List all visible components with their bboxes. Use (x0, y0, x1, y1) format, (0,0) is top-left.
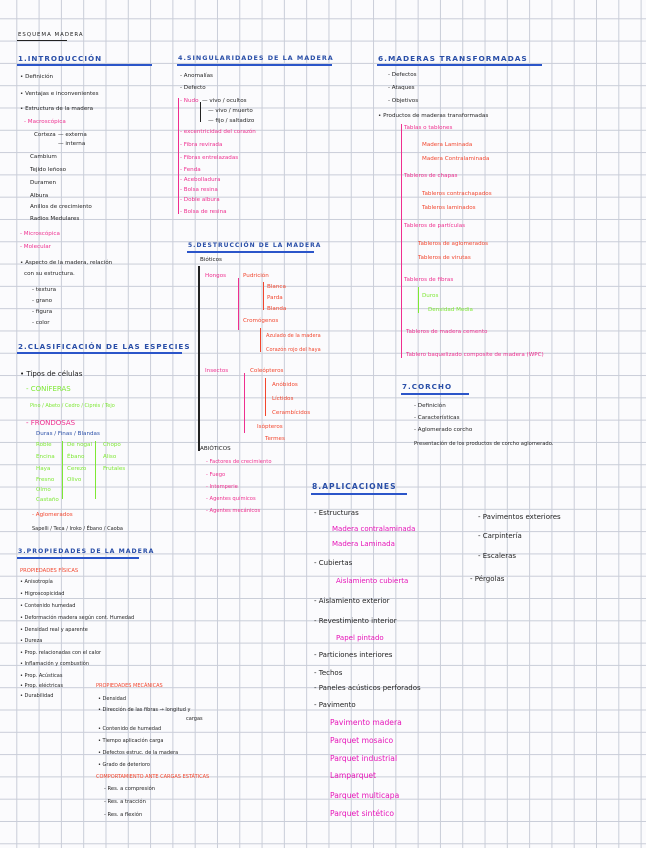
s2-col1: Encina (36, 454, 55, 460)
s3-fisicas-item: • Prop. eléctricas (20, 683, 63, 689)
s1-aspecto: • Aspecto de la madera, relación (20, 260, 113, 266)
s1-externa: — externa (58, 132, 87, 138)
s5-pud-item: Blanda (267, 306, 287, 312)
s3-mecanicas-item: • Defectos estruc. de la madera (98, 750, 179, 756)
s3-fisicas-item: • Deformación madera según cont. Humedad (20, 615, 135, 621)
s2-col2: Olivo (67, 477, 82, 483)
s6-underline (377, 64, 542, 66)
s1-heading: 1.INTRODUCCIÓN (18, 54, 103, 63)
s5-termes: Termes (265, 436, 285, 442)
s2-cols-header: Duras / Finas / Blandas (36, 431, 100, 437)
s3-fisicas-item: • Durabilidad (20, 693, 54, 699)
s6-wpc: Tablero baquelizado composite de madera (WPC) (406, 352, 544, 358)
s8-pavimento: - Pavimento (314, 701, 356, 709)
s8-pav-item: Parquet industrial (330, 754, 398, 763)
s2-col3: Aliso (103, 454, 117, 460)
s2-col1: Haya (36, 466, 51, 472)
s2-col-divider (95, 441, 96, 499)
s5-abio-item: - Intemperie (206, 484, 238, 490)
s5-abio-item: - Agentes químicos (206, 496, 256, 502)
s3-fisicas-item: • Prop. relacionadas con el calor (20, 650, 102, 656)
s4-pink-item: - Fibra revirada (180, 142, 223, 148)
s7-item: - Características (414, 415, 460, 421)
s6-fibras-item: Densidad Media (428, 307, 473, 313)
s3-mecanicas-item: • Grado de deterioro (98, 762, 150, 768)
s1-micro: - Microscópica (20, 231, 60, 237)
s3-heading: 3.PROPIEDADES DE LA MADERA (18, 548, 155, 555)
s2-tipos: • Tipos de células (20, 370, 83, 378)
s7-underline (401, 393, 469, 395)
s3-fisicas-item: • Inflamación y combustión (20, 661, 90, 667)
s5-pud-item: Blanca (267, 284, 286, 290)
s2-col2: De nogal (67, 442, 93, 448)
s1-part: Anillos de crecimiento (30, 204, 92, 210)
s5-pud-item: Parda (267, 295, 283, 301)
s4-pink-item: - Bolsa de resina (180, 209, 227, 215)
s1-part: Radios Medulares (30, 216, 80, 222)
s1-interna: — interna (58, 141, 86, 147)
s8-est-item: Madera Laminada (332, 540, 395, 548)
s6-item: - Ataques (388, 85, 415, 91)
s6-particulas: Tableros de partículas (404, 223, 466, 229)
s6-item: - Objetivos (388, 98, 419, 104)
title-underline (17, 40, 67, 41)
s4-nudo-bracket (200, 102, 201, 122)
s4-item: - Anomalías (180, 73, 213, 79)
s5-pud-bracket (263, 282, 264, 310)
s6-chapas-item: Tableros contrachapados (422, 191, 492, 197)
s6-fibras-item: Duros (422, 293, 439, 299)
s1-aspecto-item: - figura (32, 309, 53, 315)
s5-coleopteros: Coleópteros (250, 368, 284, 374)
s3-comp-item: - Res. a compresión (104, 786, 156, 792)
s3-fisicas-item: • Higroscopicidad (20, 591, 65, 597)
s3-fisicas-item: • Anisotropía (20, 579, 53, 585)
s6-tablas: Tablas o tablones (404, 125, 453, 131)
s2-coniferas-list: Pino / Abeto / Cedro / Ciprés / Tejo (30, 403, 115, 409)
s7-item: Presentación de los productos de corcho aglomerado. (414, 441, 554, 447)
s8-cubiertas: - Cubiertas (314, 559, 353, 567)
s3-mecanicas-item: • Tiempo aplicación carga (98, 738, 164, 744)
s4-pink-item: - Bolsa resina (180, 187, 218, 193)
s2-frondosas: - FRONDOSAS (26, 419, 76, 427)
s3-underline (17, 557, 139, 559)
s3-fisicas-item: • Densidad real y aparente (20, 627, 88, 633)
s5-bioticos: Bióticos (200, 257, 222, 263)
s4-pink-item: - Fibras entrelazadas (180, 155, 239, 161)
s1-aspecto: con su estructura. (24, 271, 75, 277)
s5-isopteros: Isópteros (257, 424, 283, 430)
s8-heading: 8.APLICACIONES (312, 482, 397, 491)
s5-main-bracket (198, 266, 200, 451)
s2-col-divider (62, 441, 63, 499)
s2-col1: Fresno (36, 477, 55, 483)
s6-chapas-item: Tableros laminados (422, 205, 476, 211)
s8-est-item: Madera contralaminada (332, 525, 416, 533)
s6-productos: • Productos de maderas transformadas (378, 113, 489, 119)
s3-mecanicas-item: • Contenido de humedad (98, 726, 162, 732)
s2-col2: Cerezo (67, 466, 87, 472)
s8-underline (311, 493, 407, 495)
s2-col3: Chopo (103, 442, 121, 448)
s1-part: Cambium (30, 154, 57, 160)
s8-right-item: - Pérgolas (470, 575, 505, 583)
s2-coniferas: - CONÍFERAS (26, 385, 71, 393)
s4-pink-item: - Acebolladura (180, 177, 221, 183)
s4-pink-item: - excentricidad del corazón (180, 129, 256, 135)
page-title: ESQUEMA MADERA (18, 32, 84, 38)
s5-abio-item: - Fuego (206, 472, 226, 478)
s6-part-item: Tableros de aglomerados (418, 241, 488, 247)
s3-fisicas: PROPIEDADES FÍSICAS (20, 568, 79, 574)
s8-revestimiento: - Revestimiento interior (314, 617, 397, 625)
s1-molecular: - Molecular (20, 244, 51, 250)
s1-aspecto-item: - color (32, 320, 50, 326)
s2-col1: Castaño (36, 497, 59, 503)
s5-underline (187, 251, 314, 253)
s3-fisicas-item: • Prop. Acústicas (20, 673, 63, 679)
s5-col-item: Cerambícidos (272, 410, 311, 416)
s5-col-bracket (265, 378, 266, 416)
s1-corteza: Corteza (34, 132, 56, 138)
s4-underline (177, 64, 332, 66)
s4-nudo-item: — fijo / saltadizo (208, 118, 255, 124)
s3-mecanicas-item: • Dirección de las fibras → longitud y (98, 707, 191, 713)
s5-crom-item: Azulado de la madera (266, 333, 321, 339)
s6-item: - Defectos (388, 72, 417, 78)
s6-fibras-bracket (418, 287, 419, 313)
s8-pav-item: Parquet sintético (330, 809, 395, 818)
s5-hongos-bracket (238, 278, 239, 330)
s5-abio-item: - Agentes mecánicos (206, 508, 261, 514)
s2-aglomerados: - Aglomerados (32, 512, 73, 518)
s2-col1: Roble (36, 442, 52, 448)
s1-part: Duramen (30, 180, 57, 186)
s3-comp-item: - Res. a tracción (104, 799, 146, 805)
s8-right-item: - Escaleras (478, 552, 517, 560)
s4-bracket (178, 98, 179, 214)
s2-col3: Frutales (103, 466, 126, 472)
s6-bracket (401, 124, 402, 358)
s6-cemento: Tableros de madera cemento (406, 329, 488, 335)
s2-aglo-list: Sapelli / Teca / Iroko / Ébano / Caoba (32, 526, 123, 532)
s3-fisicas-item: • Dureza (20, 638, 43, 644)
s3-mecanicas-item: • Densidad (98, 696, 127, 702)
s8-paneles: - Paneles acústicos perforados (314, 684, 421, 692)
s4-pink-item: - Fenda (180, 167, 201, 173)
s5-cromogenos: Cromógenos (243, 318, 279, 324)
s8-pav-item: Pavimento madera (330, 718, 402, 727)
s4-nudo-item: — vivo / muerto (208, 108, 253, 114)
s1-item: • Definición (20, 74, 54, 80)
s5-heading: 5.DESTRUCCIÓN DE LA MADERA (188, 242, 322, 249)
s5-col-item: Anóbidos (272, 382, 298, 388)
s5-crom-bracket (260, 328, 261, 352)
s1-aspecto-item: - textura (32, 287, 57, 293)
s2-underline (17, 352, 182, 354)
s8-cub-item: Aislamiento cubierta (336, 577, 409, 585)
s3-mecanicas: PROPIEDADES MECÁNICAS (96, 683, 163, 689)
s8-estructuras: - Estructuras (314, 509, 359, 517)
s1-aspecto-item: - grano (32, 298, 53, 304)
s4-pink-item: - Doble albura (180, 197, 220, 203)
s4-nudo-item: — vivo / ocultos (202, 98, 247, 104)
s8-aislamiento: - Aislamiento exterior (314, 597, 390, 605)
s1-item: • Ventajas e inconvenientes (20, 91, 99, 97)
s5-hongos: Hongos (205, 273, 227, 279)
s7-item: - Definición (414, 403, 446, 409)
s6-chapas: Tableros de chapas (404, 173, 458, 179)
s8-right-item: - Pavimentos exteriores (478, 513, 561, 521)
s6-fibras: Tableros de fibras (404, 277, 454, 283)
s8-rev-item: Papel pintado (336, 634, 384, 642)
s1-item: • Estructura de la madera (20, 106, 94, 112)
s1-part: Albura (30, 193, 49, 199)
s2-heading: 2.CLASIFICACIÓN DE LAS ESPECIES (18, 342, 191, 351)
s5-pudricion: Pudrición (243, 273, 269, 279)
s5-col-item: Líctidos (272, 396, 294, 402)
s8-right-item: - Carpintería (478, 532, 522, 540)
s4-heading: 4.SINGULARIDADES DE LA MADERA (178, 54, 334, 62)
s4-item: - Defecto (180, 85, 206, 91)
s3-carga: cargas (186, 716, 203, 722)
s8-particiones: - Particiones interiores (314, 651, 393, 659)
s8-pav-item: Lamparquet (330, 771, 377, 780)
s6-heading: 6.MADERAS TRANSFORMADAS (378, 54, 528, 63)
s6-part-item: Tableros de virutas (418, 255, 471, 261)
s8-pav-item: Parquet mosaico (330, 736, 394, 745)
s8-techos: - Techos (314, 669, 343, 677)
s6-tablas-item: Madera Contralaminada (422, 156, 490, 162)
s7-heading: 7.CORCHO (402, 382, 453, 391)
s5-abio-item: - Factores de crecimiento (206, 459, 272, 465)
s3-fisicas-item: • Contenido humedad (20, 603, 76, 609)
s2-col1: Olmo (36, 487, 51, 493)
s5-abioticos: ABIÓTICOS (200, 446, 231, 452)
s5-crom-item: Corazón rojo del haya (266, 347, 321, 353)
s1-underline (17, 64, 152, 66)
s5-insectos-bracket (244, 373, 245, 433)
s1-part: Tejido leñoso (30, 167, 67, 173)
s8-pav-item: Parquet multicapa (330, 791, 400, 800)
s4-nudo: - Nudo (180, 98, 199, 104)
s5-insectos: Insectos (205, 368, 229, 374)
s6-tablas-item: Madera Laminada (422, 142, 473, 148)
s2-col2: Ébano (67, 454, 85, 460)
s7-item: - Aglomerado corcho (414, 427, 473, 433)
s3-comp-item: - Res. a flexión (104, 812, 143, 818)
s3-comportamiento: COMPORTAMIENTO ANTE CARGAS ESTÁTICAS (96, 774, 210, 780)
s1-macro: - Macroscópica (24, 119, 66, 125)
